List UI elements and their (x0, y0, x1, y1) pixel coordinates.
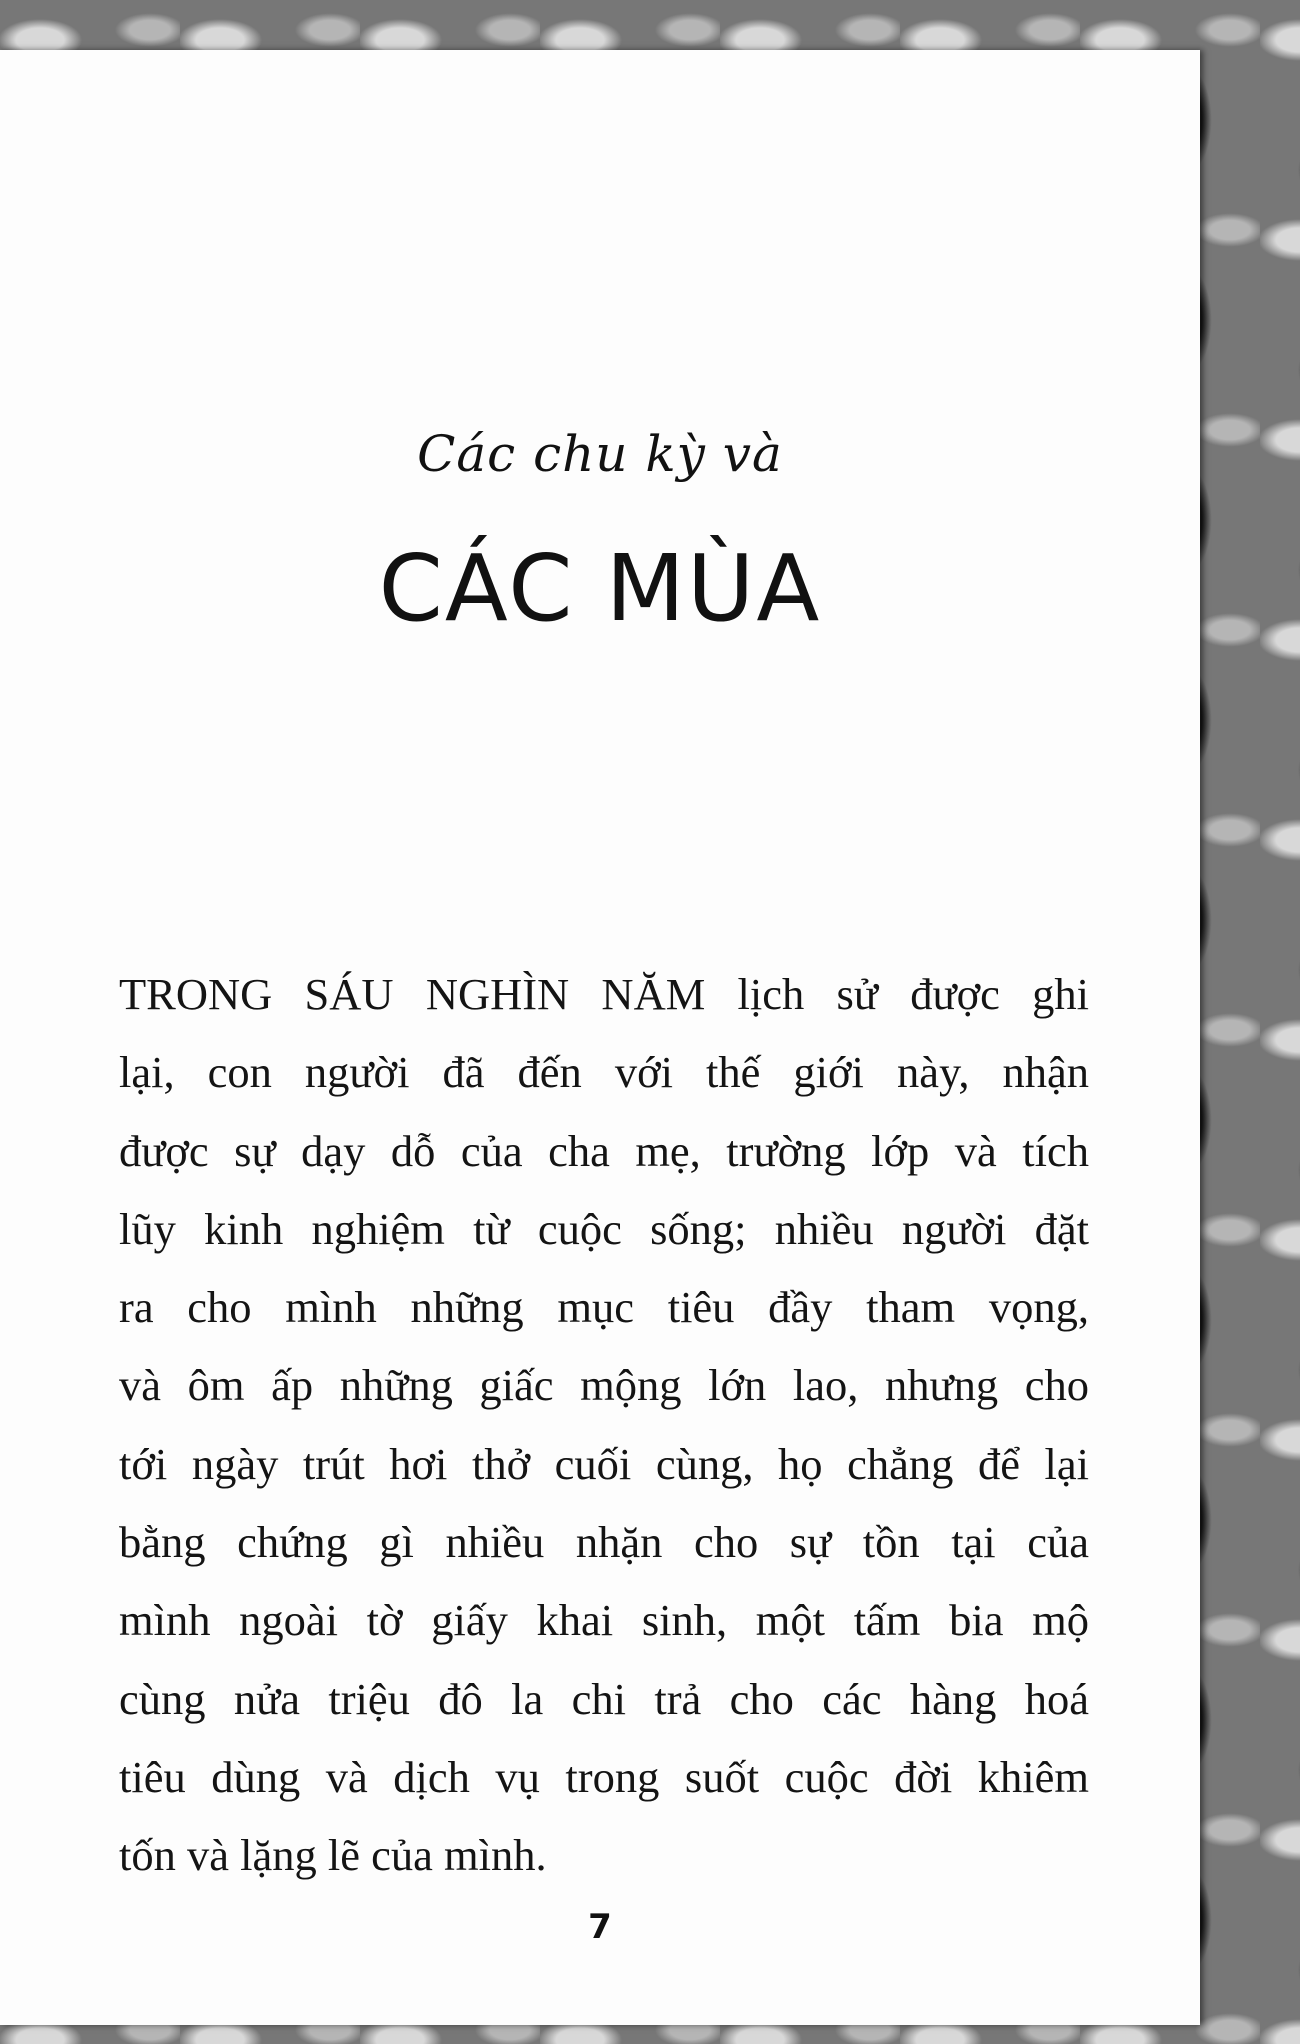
body-paragraph (119, 955, 1089, 1895)
body-line: cùng nửa triệu đô la chi trả cho các hàng hoá (119, 1673, 1089, 1724)
body-line: tiêu dùng và dịch vụ trong suốt cuộc đời khiêm (119, 1751, 1089, 1802)
chapter-title: CÁC MÙA (378, 535, 822, 642)
body-line: tới ngày trút hơi thở cuối cùng, họ chẳng để lại (119, 1438, 1089, 1489)
body-line: lại, con người đã đến với thế giới này, nhận (119, 1047, 1089, 1098)
page-number: 7 (588, 1907, 612, 1947)
body-line: mình ngoài tờ giấy khai sinh, một tấm bia mộ (119, 1595, 1089, 1646)
body-line: lũy kinh nghiệm từ cuộc sống; nhiều người đặt (119, 1203, 1089, 1254)
body-line: và ôm ấp những giấc mộng lớn lao, nhưng cho (119, 1360, 1089, 1411)
book-page (0, 50, 1200, 2025)
body-line: ra cho mình những mục tiêu đầy tham vọng, (119, 1282, 1089, 1333)
body-line: được sự dạy dỗ của cha mẹ, trường lớp và tích (119, 1125, 1089, 1176)
body-line: tốn và lặng lẽ của mình. (119, 1830, 547, 1881)
chapter-subtitle: Các chu kỳ và (417, 425, 783, 483)
body-line: bằng chứng gì nhiều nhặn cho sự tồn tại của (119, 1517, 1089, 1568)
body-line: TRONG SÁU NGHÌN NĂM lịch sử được ghi (119, 969, 1089, 1019)
